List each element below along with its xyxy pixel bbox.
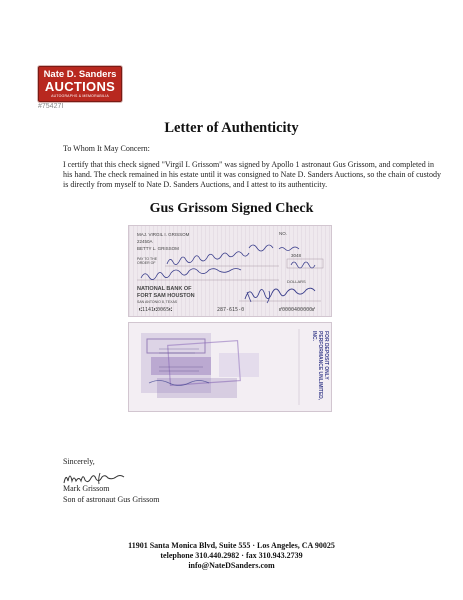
- logo-line-3: AUTOGRAPHS & MEMORABILIA: [51, 94, 109, 98]
- check-account-name: MAJ. VIRGIL I. GRISSOM: [137, 232, 190, 237]
- check-bank-city: SAN ANTONIO 8, TEXAS: [137, 300, 178, 304]
- check-no-label: NO.: [279, 231, 288, 236]
- check-micr-routing: ⑆1141⑆0065⑆: [139, 307, 173, 313]
- signer-name: Mark Grissom: [63, 484, 110, 493]
- check-heading: Gus Grissom Signed Check: [149, 201, 314, 216]
- footer-email[interactable]: info@NateDSanders.com: [188, 561, 275, 570]
- check-bank-line-2: FORT SAM HOUSTON: [137, 293, 195, 299]
- check-bank-line-1: NATIONAL BANK OF: [137, 286, 192, 292]
- check-account-code: 22450A: [137, 239, 153, 244]
- endorsement-stamps: [129, 323, 331, 411]
- check-dollars-label: DOLLARS: [287, 279, 306, 284]
- logo-line-1: Nate D. Sanders: [43, 69, 117, 80]
- check-pay-label: PAY TO THE ORDER OF: [137, 257, 158, 265]
- check-back-image: [128, 322, 332, 412]
- check-handwriting-ink: [129, 226, 331, 316]
- check-number: 3048: [291, 253, 302, 258]
- letter-body: I certify that this check signed "Virgil I. Grissom" was signed by Apollo 1 astronaut Gus Grissom, and completed in his hand. The check remained in his estate until it was consigned to Nate D. Sanders Auctions, so the chain of custody is directly from myself to Nate D. Sanders Auctions, and I attest to its authenticity.: [63, 160, 441, 190]
- signer-role: Son of astronaut Gus Grissom: [63, 495, 160, 504]
- footer-phones: telephone 310.440.2982 · fax 310.943.2739: [160, 551, 303, 560]
- footer-address: 11901 Santa Monica Blvd, Suite 555 · Los Angeles, CA 90025: [128, 541, 335, 550]
- closing-sincerely: Sincerely,: [63, 457, 95, 466]
- check-front-image: [128, 225, 332, 317]
- letter-title: Letter of Authenticity: [164, 120, 299, 136]
- auction-house-logo: [38, 66, 122, 102]
- salutation: To Whom It May Concern:: [63, 144, 150, 153]
- check-joint-name: BETTY L. GRISSOM: [137, 246, 179, 251]
- logo-line-2: AUCTIONS: [44, 79, 116, 94]
- lot-number: #75427I: [38, 103, 64, 110]
- stamp-line-2: PERFORMANCE UNLIMITED, INC.: [311, 331, 323, 401]
- check-micr-account: 287-615-0: [217, 307, 245, 313]
- stamp-line-1: FOR DEPOSIT ONLY: [323, 331, 329, 380]
- endorsement-stamp-text: [309, 331, 329, 405]
- check-micr-amount: ⑈0000400000⑈: [279, 307, 316, 313]
